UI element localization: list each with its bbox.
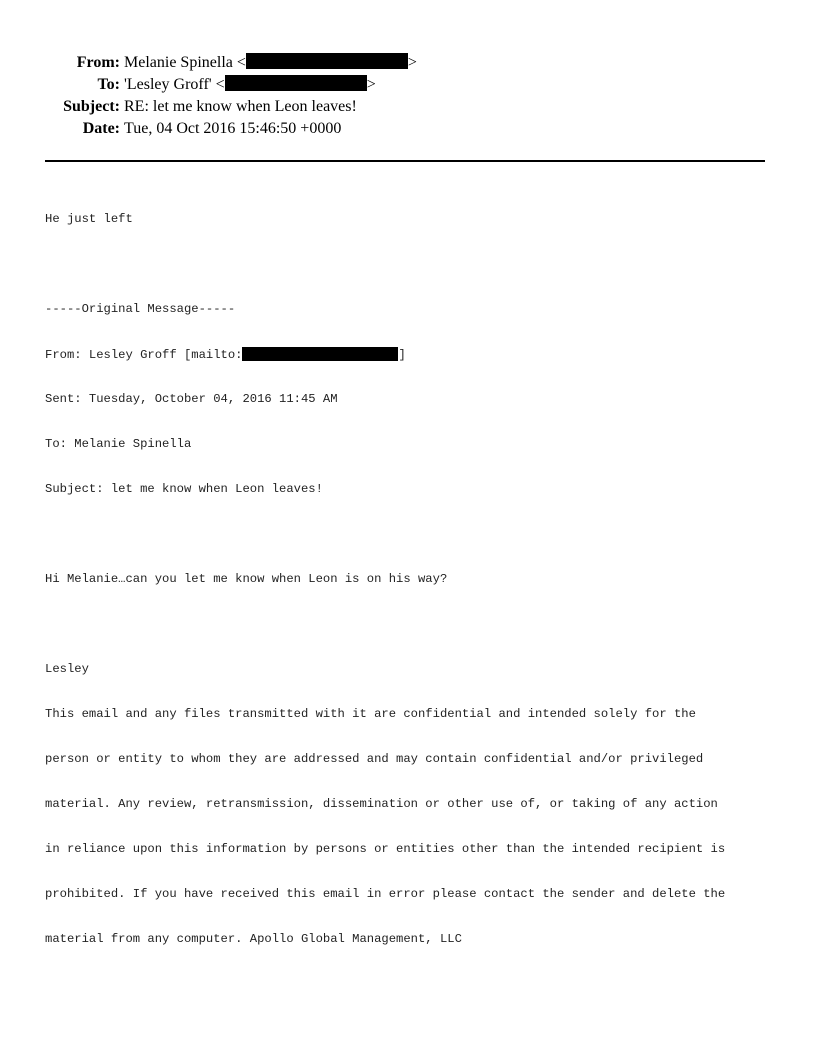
original-from-suffix: ] bbox=[398, 348, 406, 362]
spacer bbox=[45, 617, 785, 632]
spacer bbox=[45, 527, 785, 542]
original-message-text: Hi Melanie…can you let me know when Leon is on his way? bbox=[45, 572, 448, 586]
disclaimer-line: This email and any files transmitted with it are confidential and intended solely for the bbox=[45, 707, 696, 721]
date-label: Date: bbox=[82, 120, 120, 137]
subject-label: Subject: bbox=[63, 98, 120, 115]
original-to-line: To: Melanie Spinella bbox=[45, 437, 192, 451]
redaction-box bbox=[225, 75, 367, 91]
to-name: 'Lesley Groff' < bbox=[124, 76, 225, 93]
to-close: > bbox=[366, 76, 376, 93]
email-body bbox=[45, 182, 785, 962]
redaction-box bbox=[246, 53, 408, 69]
original-from-line bbox=[45, 347, 785, 362]
header-divider bbox=[45, 160, 765, 162]
from-close: > bbox=[407, 54, 417, 71]
to-label: To: bbox=[97, 76, 120, 93]
disclaimer-line: material. Any review, retransmission, dissemination or other use of, or taking of any action bbox=[45, 797, 718, 811]
date-value: Tue, 04 Oct 2016 15:46:50 +0000 bbox=[124, 120, 342, 137]
original-subject-line: Subject: let me know when Leon leaves! bbox=[45, 482, 323, 496]
original-from-prefix: From: Lesley Groff [mailto: bbox=[45, 348, 243, 362]
original-sent-line: Sent: Tuesday, October 04, 2016 11:45 AM bbox=[45, 392, 338, 406]
reply-text: He just left bbox=[45, 212, 133, 226]
from-name: Melanie Spinella < bbox=[124, 54, 246, 71]
disclaimer-line: person or entity to whom they are addressed and may contain confidential and/or privileged bbox=[45, 752, 704, 766]
from-value bbox=[124, 52, 417, 74]
disclaimer-line: material from any computer. Apollo Global Management, LLC bbox=[45, 932, 462, 946]
subject-value: RE: let me know when Leon leaves! bbox=[124, 98, 357, 115]
from-label: From: bbox=[76, 54, 120, 71]
to-value bbox=[124, 74, 376, 96]
disclaimer-line: prohibited. If you have received this email in error please contact the sender and delete the bbox=[45, 887, 726, 901]
spacer bbox=[45, 257, 785, 272]
disclaimer-line: in reliance upon this information by persons or entities other than the intended recipient is bbox=[45, 842, 726, 856]
redaction-box bbox=[242, 347, 398, 361]
signature: Lesley bbox=[45, 662, 89, 676]
original-message-marker: -----Original Message----- bbox=[45, 302, 236, 316]
